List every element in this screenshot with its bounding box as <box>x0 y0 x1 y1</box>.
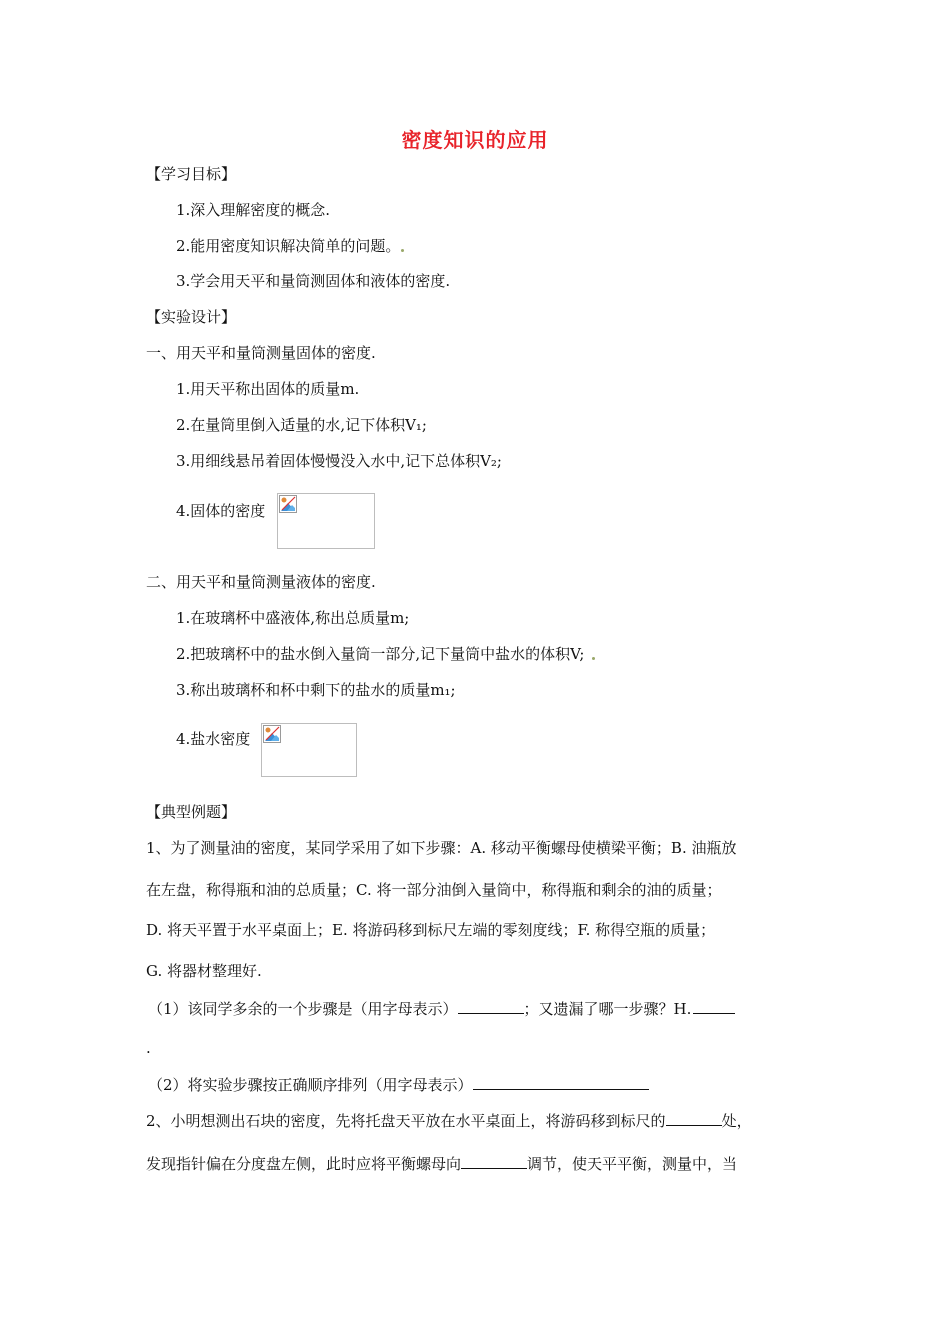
page-title: 密度知识的应用 <box>401 128 549 152</box>
formula-image-placeholder <box>261 723 357 777</box>
broken-image-icon <box>279 495 297 513</box>
example2-line-1: 2、小明想测出石块的密度，先将托盘天平放在水平桌面上，将游码移到标尺的 处， <box>146 1112 752 1130</box>
section-heading-examples: 【典型例题】 <box>146 803 237 821</box>
section-heading-goals: 【学习目标】 <box>146 165 237 183</box>
example1-line-4: G. 将器材整理好. <box>146 962 262 980</box>
answer-blank[interactable] <box>461 1153 527 1169</box>
part2-step-3: 3.称出玻璃杯和杯中剩下的盐水的质量m₁; <box>176 681 456 699</box>
goal-2: 2.能用密度知识解决简单的问题。 <box>176 236 405 256</box>
section-heading-design: 【实验设计】 <box>146 308 237 326</box>
answer-blank[interactable] <box>473 1074 649 1090</box>
goal-3: 3.学会用天平和量筒测固体和液体的密度. <box>176 272 451 290</box>
formula-image-placeholder <box>277 493 375 549</box>
example2-line-2: 发现指针偏在分度盘左侧，此时应将平衡螺母向 调节，使天平平衡，测量中，当 <box>146 1155 738 1173</box>
answer-blank[interactable] <box>666 1110 722 1126</box>
part2-step-2: 2.把玻璃杯中的盐水倒入量筒一部分,记下量筒中盐水的体积V; <box>176 644 596 664</box>
part2-heading: 二、用天平和量筒测量液体的密度. <box>146 573 376 591</box>
example1-question-1: （1）该同学多余的一个步骤是（用字母表示） ；又遗漏了哪一步骤？H. <box>148 998 735 1019</box>
example1-line-2: 在左盘，称得瓶和油的总质量；C. 将一部分油倒入量筒中，称得瓶和剩余的油的质量； <box>146 881 722 899</box>
part1-step-1: 1.用天平称出固体的质量m. <box>176 380 360 398</box>
part2-step-4: 4.盐水密度 <box>176 730 251 748</box>
broken-image-icon <box>263 725 281 743</box>
example1-line-3: D. 将天平置于水平桌面上；E. 将游码移到标尺左端的零刻度线；F. 称得空瓶的质量； <box>146 921 716 939</box>
answer-blank[interactable] <box>458 998 524 1014</box>
part2-step-1: 1.在玻璃杯中盛液体,称出总质量m; <box>176 609 410 627</box>
part1-step-3: 3.用细线悬吊着固体慢慢没入水中,记下总体积V₂; <box>176 452 502 470</box>
stray-mark <box>401 249 404 252</box>
stray-mark <box>592 657 595 660</box>
example1-line-1: 1、为了测量油的密度，某同学采用了如下步骤：A. 移动平衡螺母使横梁平衡；B. 油瓶放 <box>146 839 737 857</box>
part1-step-2: 2.在量筒里倒入适量的水,记下体积V₁; <box>176 416 427 434</box>
answer-blank[interactable] <box>693 998 735 1014</box>
part1-heading: 一、用天平和量筒测量固体的密度. <box>146 344 376 362</box>
example1-question-2: （2）将实验步骤按正确顺序排列（用字母表示） <box>148 1074 649 1095</box>
part1-step-4: 4.固体的密度 <box>176 502 266 520</box>
goal-1: 1.深入理解密度的概念. <box>176 201 331 219</box>
example1-question-1-end: . <box>146 1039 151 1057</box>
